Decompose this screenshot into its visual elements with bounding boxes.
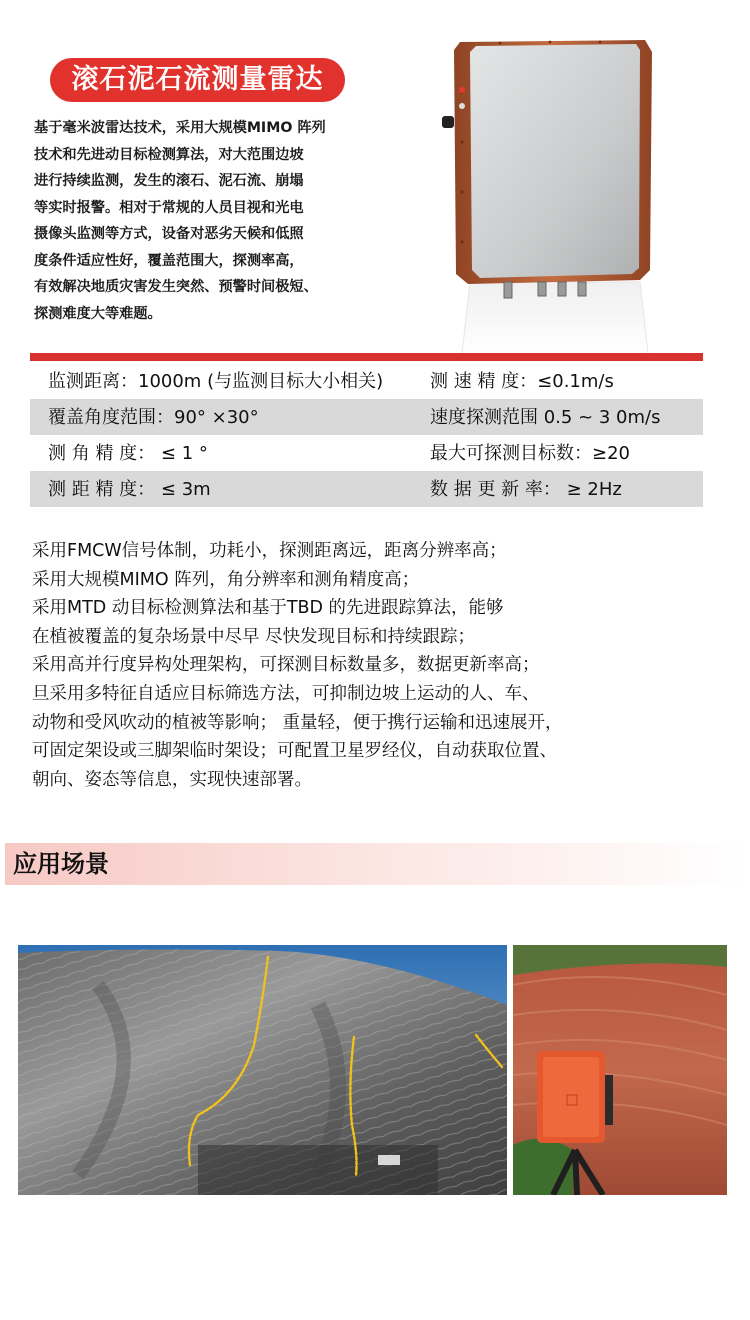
feature-line: 采用高并行度异构处理架构，可探测目标数量多，数据更新率高；	[32, 655, 540, 676]
intro-line: 进行持续监测，发生的滚石、泥石流、崩塌	[34, 173, 304, 189]
intro-line: 探测难度大等难题。	[34, 305, 162, 322]
spec-left: 测 角 精 度： ≤ 1 °	[48, 443, 208, 464]
section-header	[5, 843, 745, 885]
intro-paragraph	[34, 115, 394, 327]
slope-scan-image	[18, 945, 507, 1195]
intro-line: 有效解决地质灾害发生突然、预警时间极短、	[34, 279, 318, 295]
intro-line: 度条件适应性好，覆盖范围大，探测率高，	[34, 252, 304, 269]
feature-line: 可固定架设或三脚架临时架设；可配置卫星罗经仪，自动获取位置、	[32, 741, 557, 762]
spec-row	[30, 363, 703, 399]
feature-line: 朝向、姿态等信息，实现快速部署。	[32, 769, 312, 790]
spec-right: 数 据 更 新 率： ≥ 2Hz	[430, 479, 622, 500]
intro-line: 摄像头监测等方式，设备对恶劣天候和低照	[34, 226, 304, 242]
field-deployment-image	[513, 945, 727, 1195]
spec-table	[30, 363, 703, 507]
spec-right: 最大可探测目标数：≥20	[430, 443, 630, 464]
spec-right: 速度探测范围 0.5 ~ 3 0m/s	[430, 407, 661, 428]
feature-line: 动物和受风吹动的植被等影响； 重量轻，便于携行运输和迅速展开，	[32, 712, 563, 733]
section-title: 应用场景	[13, 850, 109, 878]
spec-row	[30, 471, 703, 507]
intro-line: 基于毫米波雷达技术，采用大规模MIMO 阵列	[34, 120, 326, 136]
page-title: 滚石泥石流测量雷达	[50, 58, 345, 102]
spec-right: 测 速 精 度：≤0.1m/s	[430, 371, 614, 392]
intro-line: 技术和先进动目标检测算法，对大范围边坡	[34, 146, 304, 163]
spec-left: 监测距离：1000m (与监测目标大小相关)	[48, 371, 384, 392]
radar-product-image	[440, 32, 660, 354]
feature-line: 采用FMCW信号体制，功耗小，探测距离远，距离分辨率高；	[32, 541, 507, 561]
feature-line: 采用大规模MIMO 阵列，角分辨率和测角精度高；	[32, 569, 420, 590]
spec-row	[30, 399, 703, 435]
feature-list	[32, 537, 722, 794]
feature-line: 旦采用多特征自适应目标筛选方法，可抑制边坡上运动的人、车、	[32, 683, 540, 704]
spec-left: 覆盖角度范围：90° ×30°	[48, 407, 259, 428]
spec-row	[30, 435, 703, 471]
specs-header-rule	[30, 353, 703, 361]
spec-left: 测 距 精 度： ≤ 3m	[48, 479, 211, 500]
feature-line: 在植被覆盖的复杂场景中尽早 尽快发现目标和持续跟踪；	[32, 626, 476, 647]
feature-line: 采用MTD 动目标检测算法和基于TBD 的先进跟踪算法，能够	[32, 598, 504, 619]
intro-line: 等实时报警。相对于常规的人员目视和光电	[34, 199, 304, 216]
